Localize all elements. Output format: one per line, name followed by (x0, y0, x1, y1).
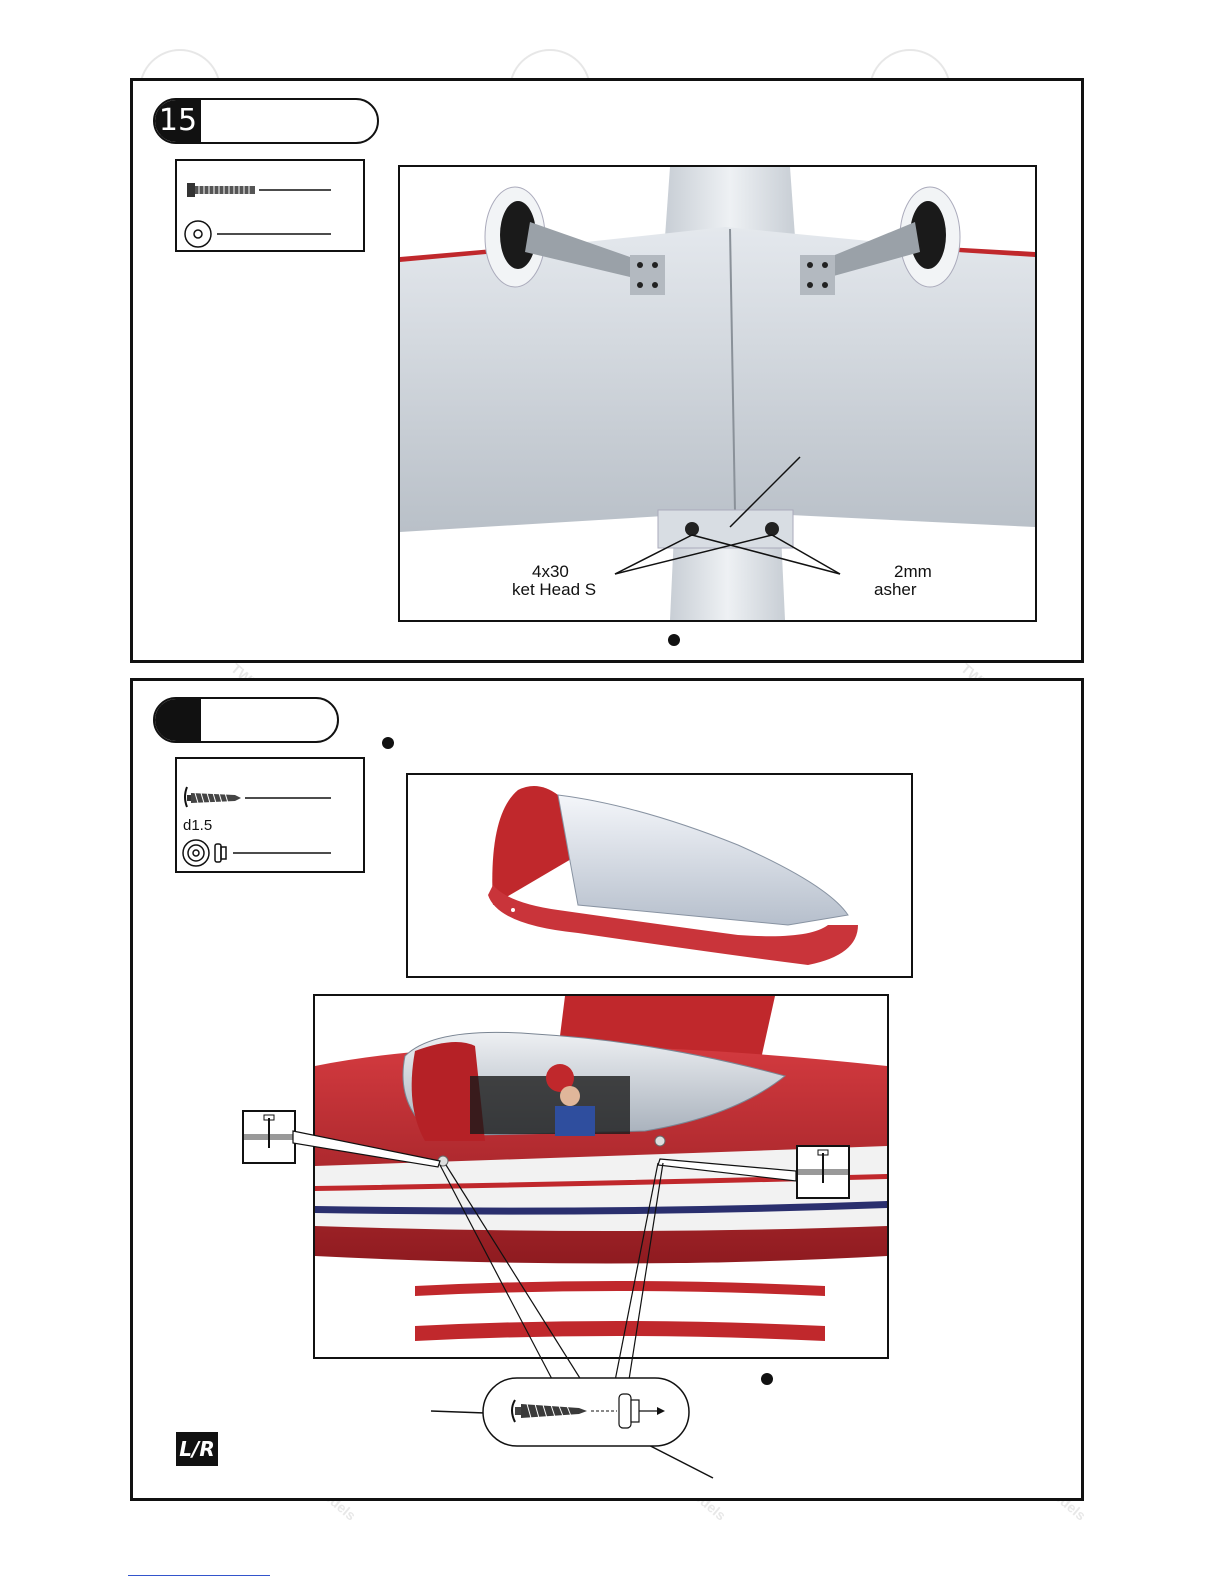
tapping-screw-icon (183, 783, 343, 813)
step-16-header (153, 697, 339, 743)
svg-text:TWM The World Models: TWM (958, 660, 994, 694)
svg-text:TWM The World Models: TWM (228, 660, 264, 694)
svg-text:TWM The World Models: Models (1041, 1480, 1090, 1524)
washer-icon (183, 217, 343, 251)
step-15-panel (130, 78, 1084, 663)
screw-grommet-detail-icon (481, 1376, 691, 1448)
left-right-badge: L/R (176, 1432, 218, 1466)
canopy-illustration (408, 775, 911, 976)
step-16-parts-box (175, 757, 365, 873)
step-16-photo-note-bullet (761, 1373, 773, 1385)
screw-size-note: d1.5 (183, 817, 213, 834)
footer-rule (128, 1575, 270, 1576)
screw-callout-line2: ket Head S (512, 580, 597, 599)
wing-underside-illustration (400, 167, 1035, 620)
step-16-note-bullet (382, 737, 394, 749)
washer-callout-line1: 2mm (894, 562, 932, 581)
step-15-parts-box (175, 159, 365, 252)
right-mount-detail-icon (796, 1145, 850, 1199)
step-15-header (153, 98, 379, 144)
screw-callout-line1: 4x30 (532, 562, 569, 581)
left-mount-detail-icon (242, 1110, 296, 1164)
step-15-number: 15 (155, 100, 201, 142)
step-16-number (155, 699, 201, 741)
washer-callout-line2: asher (874, 580, 917, 599)
wing-underside-photo (398, 165, 1037, 622)
canopy-photo (406, 773, 913, 978)
socket-head-screw-icon (185, 177, 335, 207)
step-16-panel (130, 678, 1084, 1501)
grommet-icon (181, 836, 341, 870)
step-15-note-bullet (668, 634, 680, 646)
